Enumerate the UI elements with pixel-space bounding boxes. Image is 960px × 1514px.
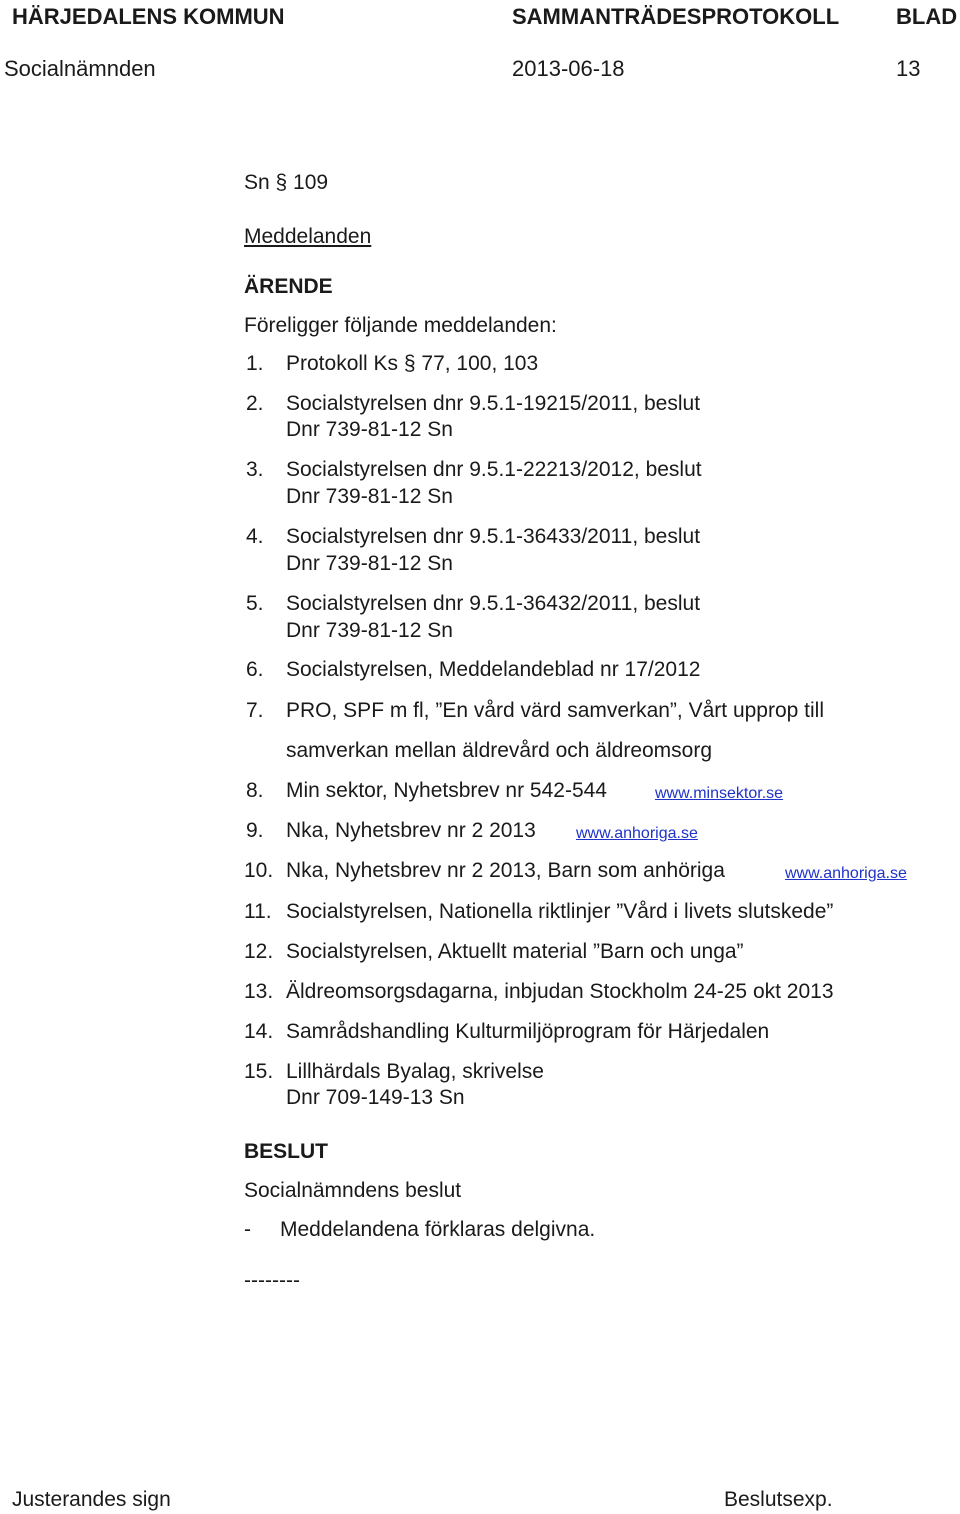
list-item-text: Socialstyrelsen dnr 9.5.1-36433/2011, beslut xyxy=(286,525,701,548)
list-item-dnr: Dnr 709-149-13 Sn xyxy=(286,1086,465,1109)
intro-text: Föreligger följande meddelanden: xyxy=(244,314,557,337)
list-item-text: PRO, SPF m fl, ”En vård värd samverkan”, Vårt upprop till xyxy=(286,699,825,722)
list-item-number: 12. xyxy=(244,940,274,963)
list-item-text: Socialstyrelsen, Meddelandeblad nr 17/2012 xyxy=(286,658,701,681)
organization-name: HÄRJEDALENS KOMMUN xyxy=(12,4,285,29)
blad-label: BLAD xyxy=(896,4,958,29)
paragraph-number: Sn § 109 xyxy=(244,171,329,194)
beslutsexp-label: Beslutsexp. xyxy=(724,1488,833,1511)
list-item-text: Äldreomsorgsdagarna, inbjudan Stockholm 24-25 okt 2013 xyxy=(286,980,834,1003)
list-item-text: Socialstyrelsen, Aktuellt material ”Barn och unga” xyxy=(286,940,744,963)
list-item-number: 3. xyxy=(246,458,264,481)
list-item-number: 1. xyxy=(246,352,264,375)
arende-heading: ÄRENDE xyxy=(244,275,333,298)
list-item-dnr: Dnr 739-81-12 Sn xyxy=(286,485,453,508)
decision-bullet: - xyxy=(244,1218,251,1241)
committee-name: Socialnämnden xyxy=(4,56,156,81)
list-item-number: 13. xyxy=(244,980,274,1003)
list-item-number: 5. xyxy=(246,592,264,615)
list-item-number: 8. xyxy=(246,779,264,802)
list-item-text: Nka, Nyhetsbrev nr 2 2013, Barn som anhöriga xyxy=(286,859,725,882)
page-number: 13 xyxy=(896,56,921,81)
list-item-number: 9. xyxy=(246,819,264,842)
end-marker: -------- xyxy=(244,1269,300,1292)
minsektor-link[interactable]: www.minsektor.se xyxy=(655,785,784,802)
list-item-text: Min sektor, Nyhetsbrev nr 542-544 xyxy=(286,779,607,802)
list-item-dnr: Dnr 739-81-12 Sn xyxy=(286,552,453,575)
list-item-text: Samrådshandling Kulturmiljöprogram för Härjedalen xyxy=(286,1020,770,1043)
decision-text: Meddelandena förklaras delgivna. xyxy=(280,1218,596,1241)
list-item-text-continued: samverkan mellan äldrevård och äldreomsorg xyxy=(286,739,713,762)
beslut-heading: BESLUT xyxy=(244,1140,328,1163)
list-item-number: 14. xyxy=(244,1020,274,1043)
list-item-number: 7. xyxy=(246,699,264,722)
list-item-dnr: Dnr 739-81-12 Sn xyxy=(286,619,453,642)
section-title: Meddelanden xyxy=(244,225,372,248)
list-item-text: Socialstyrelsen dnr 9.5.1-19215/2011, beslut xyxy=(286,392,701,415)
list-item-text: Socialstyrelsen, Nationella riktlinjer ”Vård i livets slutskede” xyxy=(286,900,834,923)
document-type: SAMMANTRÄDESPROTOKOLL xyxy=(512,4,840,29)
list-item-dnr: Dnr 739-81-12 Sn xyxy=(286,418,453,441)
justerandes-sign-label: Justerandes sign xyxy=(12,1488,171,1511)
list-item-text: Socialstyrelsen dnr 9.5.1-22213/2012, beslut xyxy=(286,458,702,481)
list-item-text: Protokoll Ks § 77, 100, 103 xyxy=(286,352,539,375)
meeting-date: 2013-06-18 xyxy=(512,56,625,81)
list-item-number: 10. xyxy=(244,859,274,882)
list-item-text: Socialstyrelsen dnr 9.5.1-36432/2011, beslut xyxy=(286,592,701,615)
list-item-number: 4. xyxy=(246,525,264,548)
list-item-number: 11. xyxy=(244,900,272,923)
anhoriga-link[interactable]: www.anhoriga.se xyxy=(576,825,698,842)
list-item-text: Lillhärdals Byalag, skrivelse xyxy=(286,1060,544,1083)
list-item-text: Nka, Nyhetsbrev nr 2 2013 xyxy=(286,819,536,842)
list-item-number: 15. xyxy=(244,1060,274,1083)
decision-label: Socialnämndens beslut xyxy=(244,1179,462,1202)
anhoriga-link[interactable]: www.anhoriga.se xyxy=(785,865,907,882)
list-item-number: 2. xyxy=(246,392,264,415)
list-item-number: 6. xyxy=(246,658,264,681)
